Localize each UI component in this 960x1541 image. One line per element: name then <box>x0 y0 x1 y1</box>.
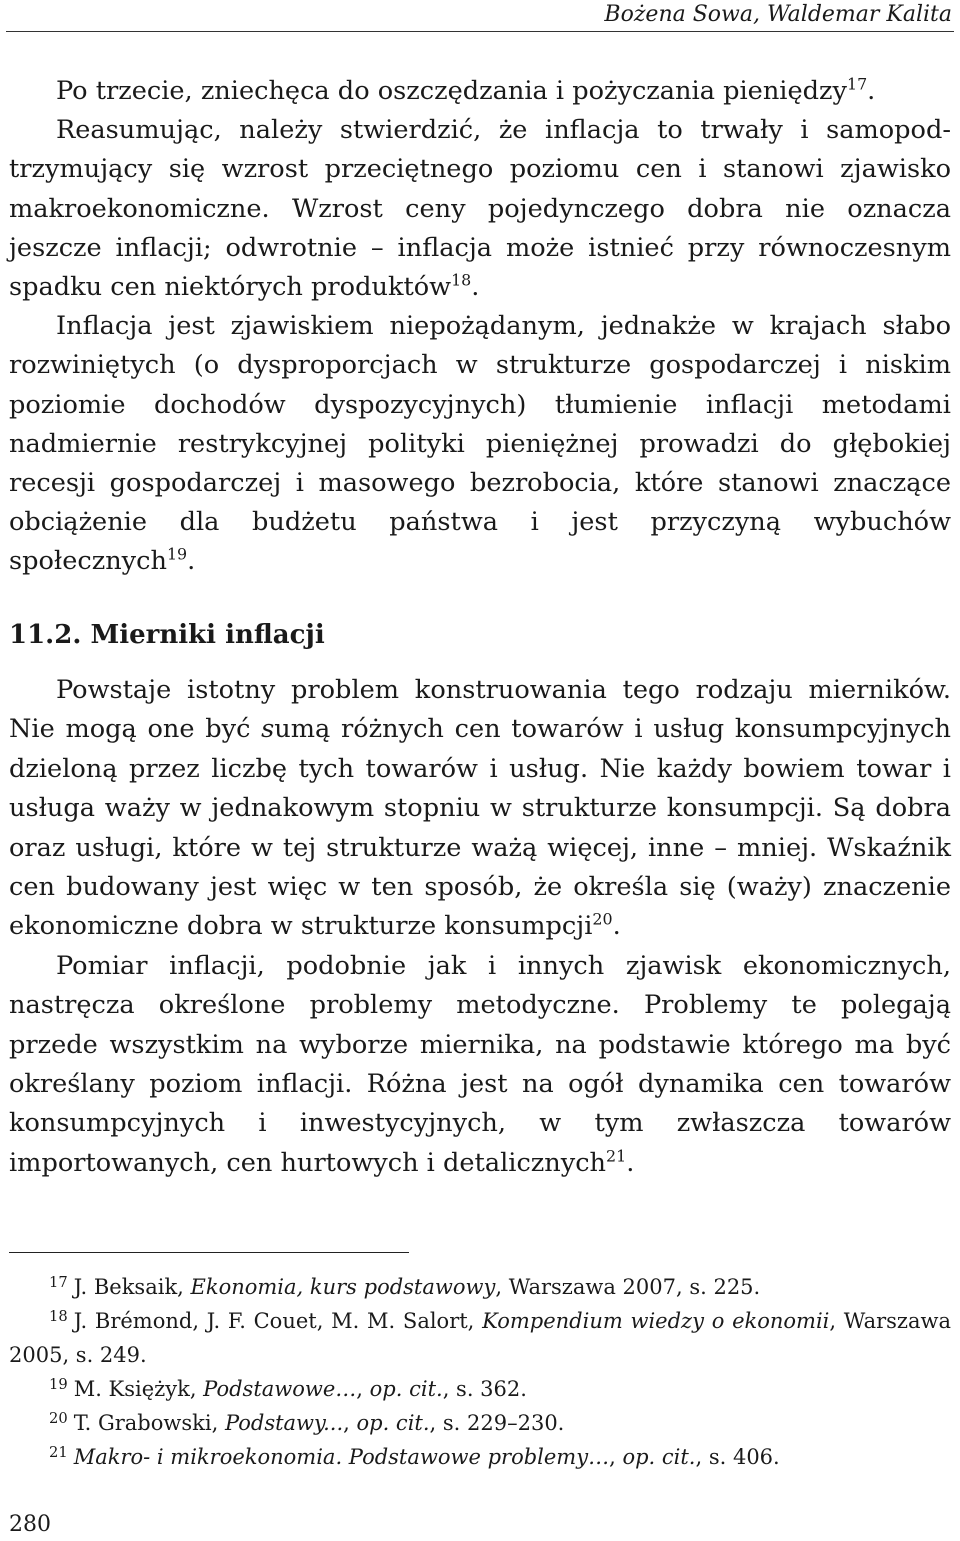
footnote-ref: 20 <box>592 909 613 929</box>
footnote: $^{20}$ T. Grabowski, Podstawy..., op. cit., s. 229–230. <box>49 1409 565 1435</box>
footnote-ref: 21 <box>606 1146 627 1166</box>
footnote-number: 21 <box>49 1443 68 1461</box>
paragraph: Po trzecie, zniechęca do oszczędzania i pożyczania pieniędzy$^{17}$. <box>56 74 876 106</box>
footnote: $^{17}$ J. Beksaik, Ekonomia, kurs podstawowy, Warszawa 2007, s. 225. <box>49 1273 761 1299</box>
footnote-separator <box>9 1252 409 1253</box>
header-rule <box>6 31 954 32</box>
running-header <box>0 0 960 30</box>
paragraph: Inflacja jest zjawiskiem niepożądanym, jednakże w krajach słabo rozwiniętych (o dysproporcjach w strukturze gospodarczej i niskim poziomie dochodów dyspozycyjnych) tłumienie inflacji metodami nadmiernie restrykcyjnej polityki pieniężnej prowadzi do głębokiej recesji gospodarczej i masowego bezrobocia, które stanowi znaczące obciążenie dla budżetu państwa i jest przyczyną wybuchów społecznych$^{19}$. <box>9 311 951 577</box>
footnote: $^{21}$ Makro- i mikroekonomia. Podstawowe problemy…, op. cit., s. 406. <box>49 1443 780 1469</box>
footnote: $^{18}$ J. Brémond, J. F. Couet, M. M. Salort, Kompendium wiedzy o ekonomii, Warszawa 2005, s. 249. <box>9 1307 951 1367</box>
footnote-number: 17 <box>49 1273 68 1291</box>
footnote-number: 20 <box>49 1409 68 1427</box>
footnote-ref: 17 <box>846 74 868 94</box>
body-text <box>9 72 951 582</box>
header-authors: Bożena Sowa, Waldemar Kalita <box>604 2 952 27</box>
paragraph: Reasumując, należy stwierdzić, że inflacja to trwały i samopodtrzymujący się wzrost przeciętnego poziomu cen i stanowi zjawisko makroekonomiczne. Wzrost ceny pojedynczego dobra nie oznacza jeszcze inflacji; odwrotnie – inflacja może istnieć przy równoczesnym spadku cen niektórych produktów$^{18}$. <box>9 115 951 303</box>
paragraph: Pomiar inflacji, podobnie jak i innych zjawisk ekonomicznych, nastręcza określone problemy metodyczne. Problemy te polegają przede wszystkim na wyborze miernika, na podstawie którego ma być określany poziom inflacji. Różna jest na ogół dynamika cen towarów konsumpcyjnych i inwestycyjnych, w tym zwłaszcza towarów importowanych, cen hurtowych i detalicznych$^{21}$. <box>9 950 951 1178</box>
footnote-number: 18 <box>49 1307 68 1325</box>
section-title: Mierniki inflacji <box>90 620 325 650</box>
footnote: $^{19}$ M. Księżyk, Podstawowe…, op. cit., s. 362. <box>49 1375 527 1401</box>
section-heading <box>9 617 325 653</box>
footnote-ref: 18 <box>451 270 472 290</box>
paragraph: Powstaje istotny problem konstruowania tego rodzaju mierników. Nie mogą one być sumą różnych cen towarów i usług konsumpcyjnych dzieloną przez liczbę tych towarów i usług. Nie każdy bowiem towar i usługa waży w jednakowym stopniu w strukturze konsumpcji. Są dobra oraz usługi, które w tej strukturze ważą więcej, inne – mniej. Wskaźnik cen budowany jest więc w ten sposób, że określa się (waży) znaczenie ekonomiczne dobra w strukturze konsumpcji$^{20}$. <box>9 675 951 942</box>
page-number: 280 <box>9 1512 51 1537</box>
footnotes <box>9 1270 951 1474</box>
footnote-ref: 19 <box>166 544 188 564</box>
section-number: 11.2. <box>9 620 82 650</box>
section-body <box>9 671 951 1183</box>
footnote-number: 19 <box>49 1375 68 1393</box>
